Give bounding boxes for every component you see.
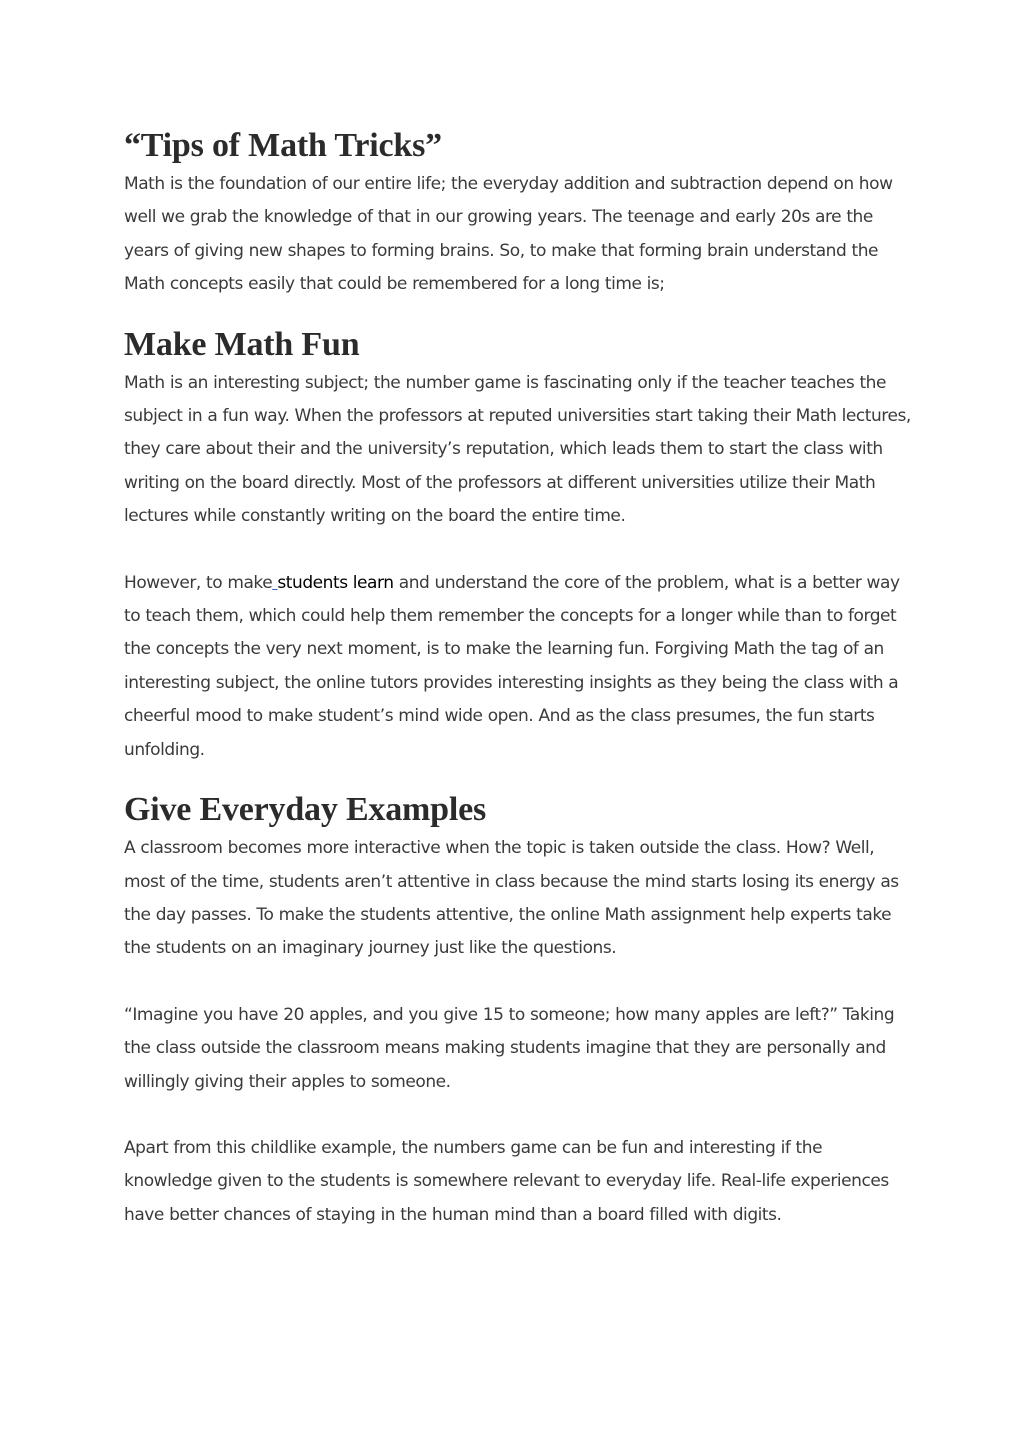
paragraph-spacer bbox=[124, 534, 914, 567]
paragraph-text-before-link: However, to make bbox=[124, 572, 273, 593]
paragraph-text-after-link: and understand the core of the problem, what is a better way to teach them, which could help them remember the concepts for a longer while than to forget the concepts the very next moment, is to make the learning fun. Forgiving Math the tag of an interesting subject, the online tutors provides interesting insights as they being the class with a cheerful mood to make student’s mind wide open. And as the class presumes, the fun starts unfolding. bbox=[124, 572, 900, 760]
everyday-examples-paragraph-2: “Imagine you have 20 apples, and you give 15 to someone; how many apples are left?” Taking the class outside the classroom means making students imagine that they are personally and willingly giving their apples to someone. bbox=[124, 1004, 895, 1092]
paragraph-spacer bbox=[124, 1099, 914, 1132]
everyday-examples-paragraph-1: A classroom becomes more interactive when the topic is taken outside the class. How? Well, most of the time, students aren’t attentive in class because the mind starts losing its energy as the day passes. To make the students attentive, the online Math assignment help experts take the students on an imaginary journey just like the questions. bbox=[124, 838, 899, 959]
section-spacer bbox=[124, 767, 914, 788]
students-learn-link[interactable]: students learn bbox=[277, 572, 394, 593]
make-math-fun-paragraph-1: Math is an interesting subject; the number game is fascinating only if the teacher teaches the subject in a fun way. When the professors at reputed universities start taking their Math lectures, they care about their and the university’s reputation, which leads them to start the class with writing on the board directly. Most of the professors at different universities utilize their Math lectures while constantly writing on the board the entire time. bbox=[124, 372, 911, 527]
document-content bbox=[124, 124, 914, 1232]
everyday-examples-paragraph-3: Apart from this childlike example, the numbers game can be fun and interesting if the knowledge given to the students is somewhere relevant to everyday life. Real-life experiences have better chances of staying in the human mind than a board filled with digits. bbox=[124, 1137, 889, 1225]
heading-make-math-fun: Make Math Fun bbox=[124, 325, 360, 363]
section-spacer bbox=[124, 302, 914, 323]
document-title: “Tips of Math Tricks” bbox=[124, 127, 442, 164]
heading-give-everyday-examples: Give Everyday Examples bbox=[124, 791, 487, 829]
make-math-fun-paragraph-2 bbox=[124, 567, 914, 767]
intro-paragraph: Math is the foundation of our entire life; the everyday addition and subtraction depend on how well we grab the knowledge of that in our growing years. The teenage and early 20s are the years of giving new shapes to forming brains. So, to make that forming brain understand the Math concepts easily that could be remembered for a long time is; bbox=[124, 174, 893, 295]
paragraph-spacer bbox=[124, 966, 914, 999]
